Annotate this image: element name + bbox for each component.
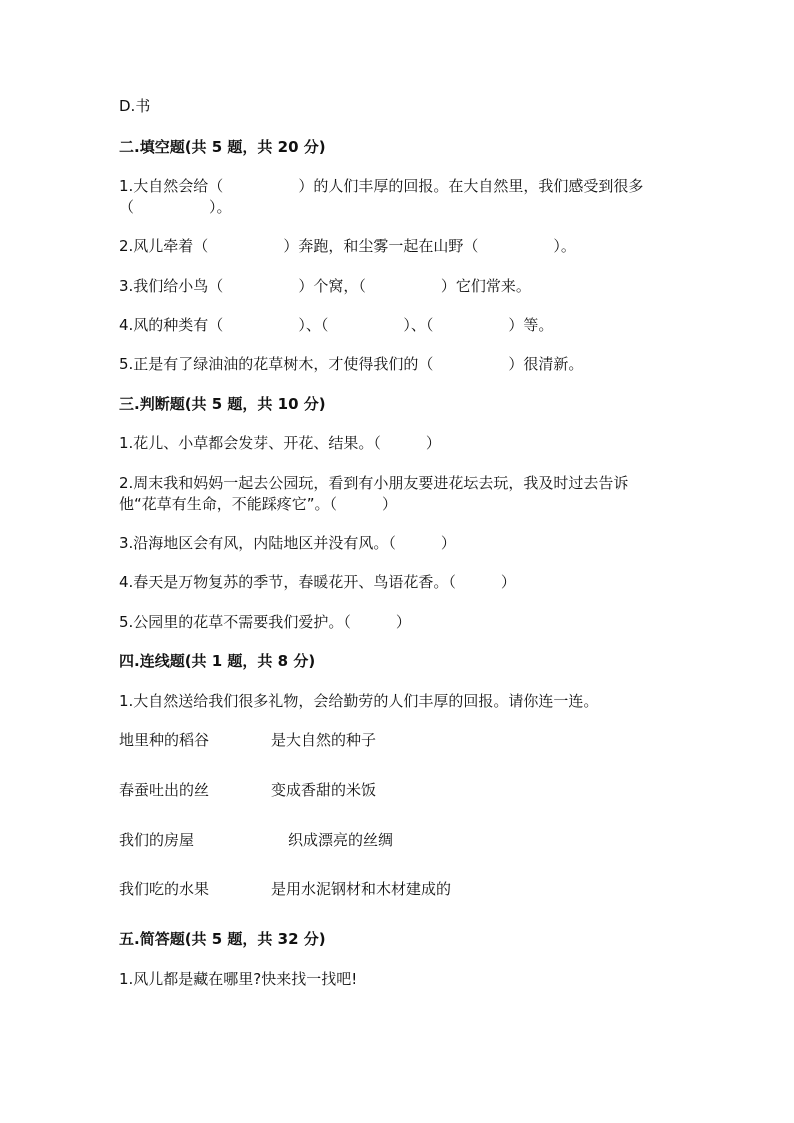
fill-question-4: 4.风的种类有（ ）、（ ）、（ ）等。 [119,316,554,334]
match-right-item: 变成香甜的米饭 [271,781,377,799]
fill-question-3: 3.我们给小鸟（ ）个窝，（ ）它们常来。 [119,277,531,295]
judge-question-1: 1.花儿、小草都会发芽、开花、结果。（ ） [119,434,441,452]
section-2-heading: 二.填空题(共 5 题，共 20 分) [119,138,326,156]
match-right-item: 织成漂亮的丝绸 [288,831,394,849]
fill-question-2: 2.风儿牵着（ ）奔跑，和尘雾一起在山野（ ）。 [119,237,576,255]
section-4-heading: 四.连线题(共 1 题，共 8 分) [119,652,316,670]
match-left-item: 地里种的稻谷 [119,731,210,749]
judge-question-2-line-1: 2.周末我和妈妈一起去公园玩，看到有小朋友要进花坛去玩，我及时过去告诉 [119,474,629,492]
match-right-item: 是大自然的种子 [271,731,377,749]
option-d: D.书 [119,97,151,115]
fill-question-5: 5.正是有了绿油油的花草树木，才使得我们的（ ）很清新。 [119,355,584,373]
fill-question-1-line-1: 1.大自然会给（ ）的人们丰厚的回报。在大自然里，我们感受到很多 [119,177,644,195]
judge-question-5: 5.公园里的花草不需要我们爱护。（ ） [119,613,411,631]
match-question-1: 1.大自然送给我们很多礼物，会给勤劳的人们丰厚的回报。请你连一连。 [119,692,599,710]
section-3-heading: 三.判断题(共 5 题，共 10 分) [119,395,326,413]
judge-question-2-line-2: 他“花草有生命，不能踩疼它”。（ ） [119,495,398,513]
match-left-item: 我们的房屋 [119,831,195,849]
match-left-item: 我们吃的水果 [119,880,210,898]
fill-question-1-line-2: （ ）。 [119,198,232,216]
judge-question-4: 4.春天是万物复苏的季节，春暖花开、鸟语花香。（ ） [119,573,516,591]
judge-question-3: 3.沿海地区会有风，内陆地区并没有风。（ ） [119,534,456,552]
match-right-item: 是用水泥钢材和木材建成的 [271,880,452,898]
match-left-item: 春蚕吐出的丝 [119,781,210,799]
section-5-heading: 五.简答题(共 5 题，共 32 分) [119,930,326,948]
short-answer-question-1: 1.风儿都是藏在哪里?快来找一找吧! [119,970,358,988]
